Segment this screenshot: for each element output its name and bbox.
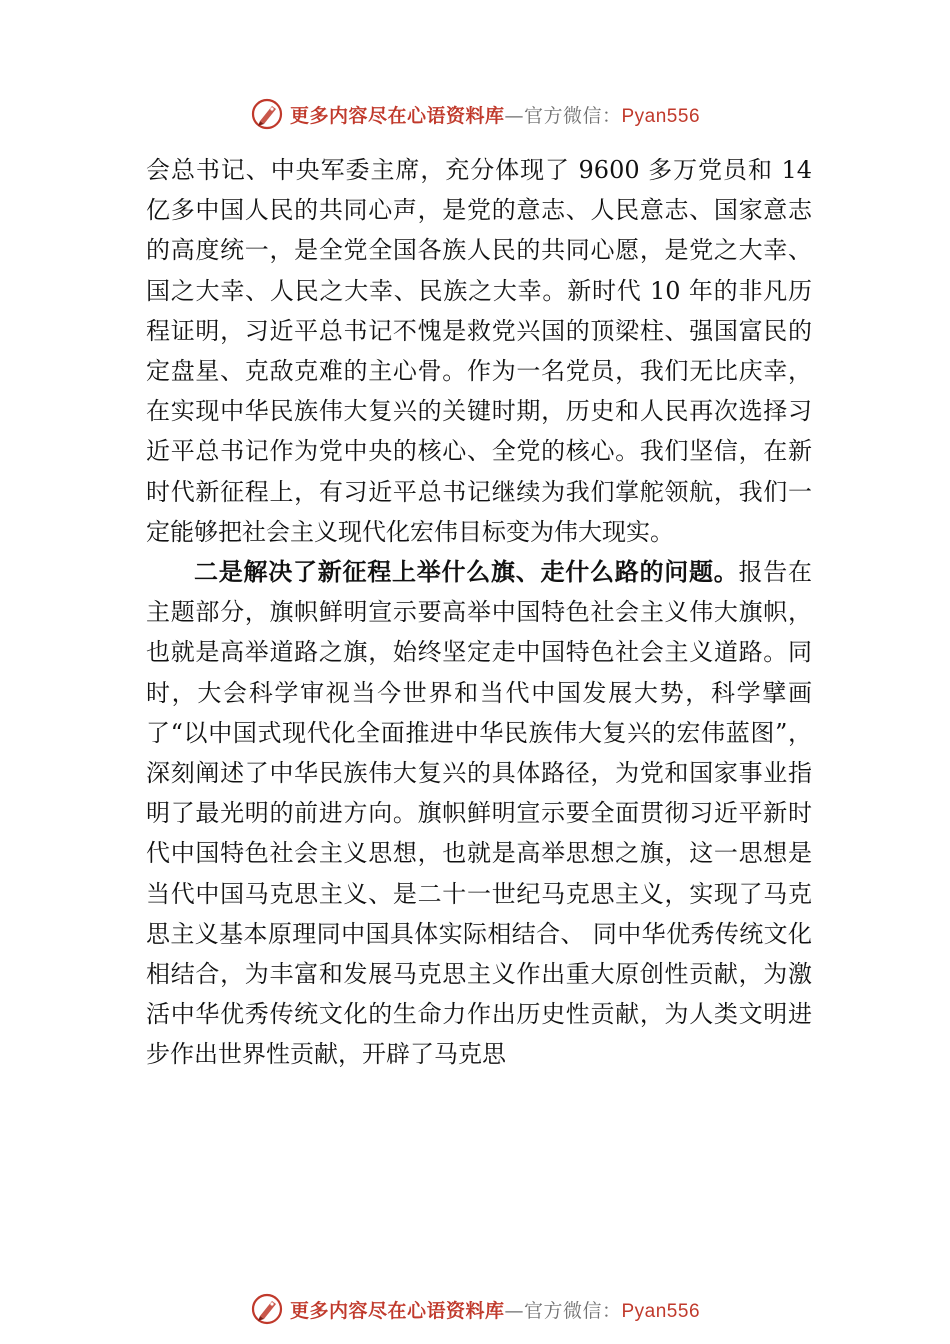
watermark-main-text: 更多内容尽在心语资料库	[289, 1299, 505, 1322]
paragraph-text: 会总书记、中央军委主席，充分体现了 9600 多万党员和 14 亿多中国人民的共同心声，是党的意志、人民意志、国家意志的高度统一，是全党全国各族人民的共同心愿，是党之大幸、国之大幸、人民之大幸、民族之大幸。新时代 10 年的非凡历程证明，习近平总书记不愧是救党兴国的顶梁柱、强国富民的定盘星、克敌克难的主心骨。作为一名党员，我们无比庆幸，在实现中华民族伟大复兴的关键时期，历史和人民再次选择习近平总书记作为党中央的核心、全党的核心。我们坚信，在新时代新征程上，有习近平总书记继续为我们掌舵领航，我们一定能够把社会主义现代化宏伟目标变为伟大现实。	[146, 156, 812, 546]
pen-nib-seal-icon	[250, 1292, 284, 1326]
document-body	[146, 150, 812, 1075]
paragraph-second-point	[146, 552, 812, 1075]
watermark-wechat-id: Pyan556	[621, 1300, 701, 1322]
paragraph-lead-heading: 二是解决了新征程上举什么旗、走什么路的问题。	[194, 558, 739, 587]
watermark-main-text: 更多内容尽在心语资料库	[289, 104, 505, 127]
watermark-wechat-id: Pyan556	[621, 105, 701, 127]
pen-nib-seal-icon	[250, 97, 284, 131]
paragraph-text: 报告在主题部分，旗帜鲜明宣示要高举中国特色社会主义伟大旗帜，也就是高举道路之旗，始终坚定走中国特色社会主义道路。同时，大会科学审视当今世界和当代中国发展大势，科学擘画了“以中国式现代化全面推进中华民族伟大复兴的宏伟蓝图”，深刻阐述了中华民族伟大复兴的具体路径，为党和国家事业指明了最光明的前进方向。旗帜鲜明宣示要全面贯彻习近平新时代中国特色社会主义思想，也就是高举思想之旗，这一思想是当代中国马克思主义、是二十一世纪马克思主义，实现了马克思主义基本原理同中国具体实际相结合、 同中华优秀传统文化相结合，为丰富和发展马克思主义作出重大原创性贡献，为激活中华优秀传统文化的生命力作出历史性贡献，为人类文明进步作出世界性贡献，开辟了马克思	[146, 558, 812, 1069]
watermark-dash: —	[504, 104, 524, 127]
watermark-sub-text: 官方微信：	[523, 104, 622, 127]
watermark-dash: —	[504, 1299, 524, 1322]
paragraph-continuation	[146, 150, 812, 552]
header-watermark	[0, 94, 950, 134]
footer-watermark	[0, 1289, 950, 1329]
watermark-sub-text: 官方微信：	[523, 1299, 622, 1322]
